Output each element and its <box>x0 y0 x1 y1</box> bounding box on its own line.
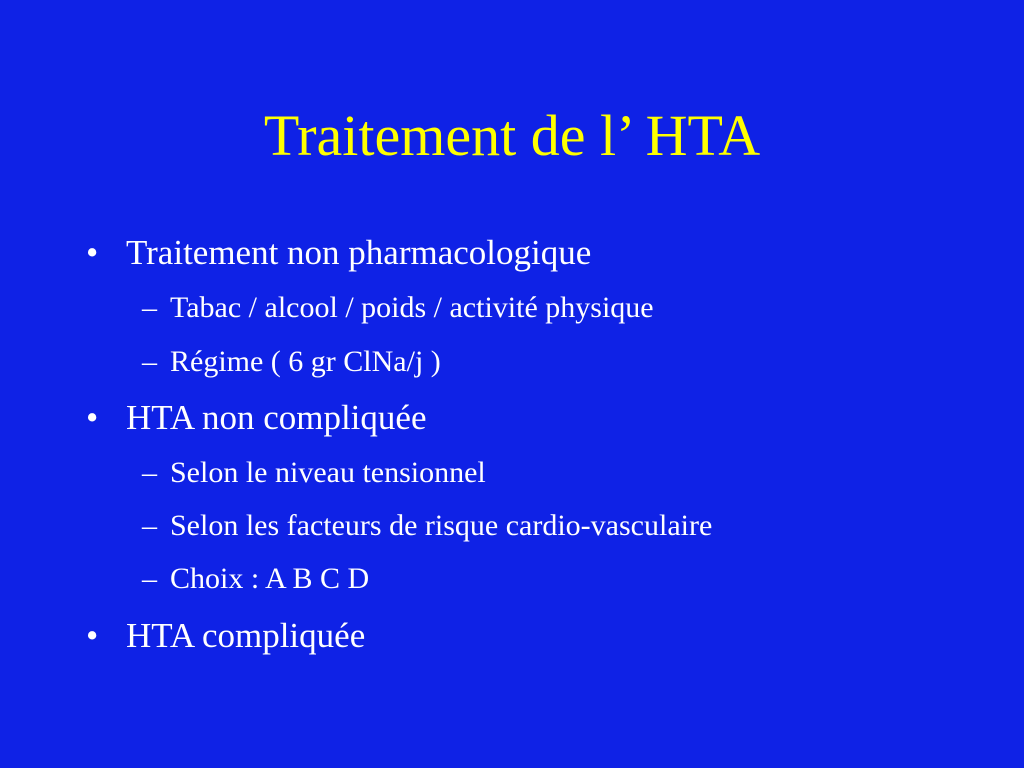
sub-bullet-item <box>142 344 441 380</box>
bullet-item <box>86 616 365 656</box>
bullet-item <box>86 233 591 273</box>
sub-bullet-marker: – <box>142 345 157 378</box>
sub-bullet-item <box>142 290 654 326</box>
sub-bullet-text: Régime ( 6 gr ClNa/j ) <box>170 345 441 378</box>
sub-bullet-text: Choix : A B C D <box>170 562 370 595</box>
bullet-text: HTA compliquée <box>126 616 366 655</box>
sub-bullet-text: Tabac / alcool / poids / activité physique <box>170 291 654 324</box>
bullet-marker: • <box>86 616 99 655</box>
sub-bullet-marker: – <box>142 291 157 324</box>
bullet-item <box>86 398 426 438</box>
slide-title: Traitement de l’ HTA <box>263 103 761 168</box>
sub-bullet-text: Selon le niveau tensionnel <box>170 456 486 489</box>
sub-bullet-marker: – <box>142 509 157 542</box>
sub-bullet-item <box>142 508 712 544</box>
bullet-text: HTA non compliquée <box>126 398 427 437</box>
sub-bullet-marker: – <box>142 562 157 595</box>
bullet-text: Traitement non pharmacologique <box>126 233 592 272</box>
bullet-marker: • <box>86 233 99 272</box>
sub-bullet-text: Selon les facteurs de risque cardio-vasculaire <box>170 509 713 542</box>
sub-bullet-item <box>142 561 369 597</box>
sub-bullet-item <box>142 455 486 491</box>
bullet-marker: • <box>86 398 99 437</box>
sub-bullet-marker: – <box>142 456 157 489</box>
